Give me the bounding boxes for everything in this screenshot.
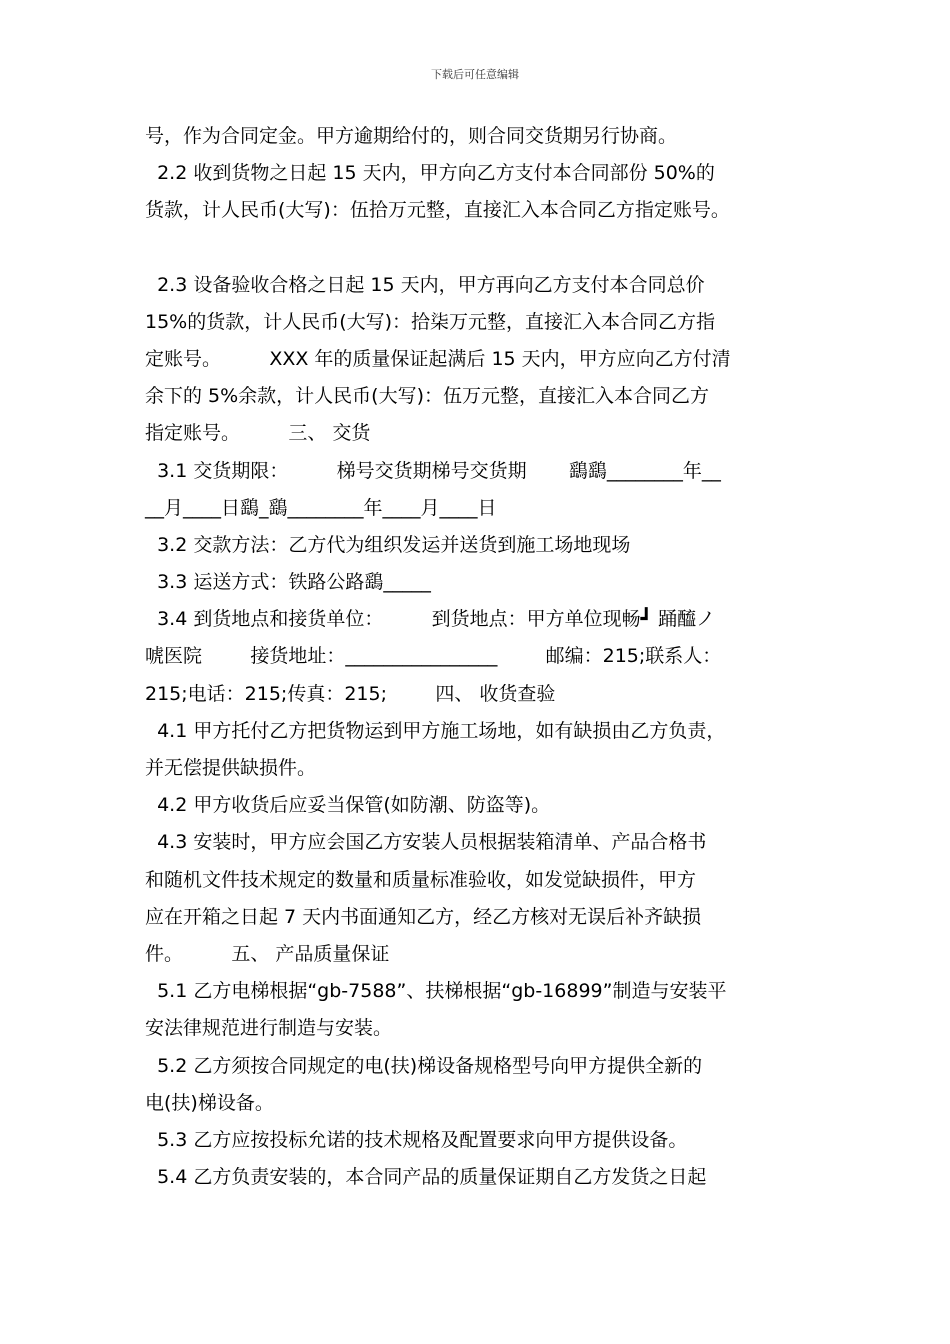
paragraph-line: 5.1 乙方电梯根据“gb-7588”、扶梯根据“gb-16899”制造与安装平 bbox=[145, 980, 727, 1003]
paragraph-line: 3.3 运送方式：铁路公路鷂_____ bbox=[145, 571, 431, 594]
paragraph-line: 5.4 乙方负责安装的，本合同产品的质量保证期自乙方发货之日起 bbox=[145, 1166, 707, 1189]
paragraph-line: 并无偿提供缺损件。 bbox=[145, 757, 317, 779]
paragraph-line: 4.3 安装时，甲方应会国乙方安装人员根据装箱清单、产品合格书 bbox=[145, 831, 707, 854]
paragraph-line: 215;电话：215;传真：215; 四、 收货查验 bbox=[145, 682, 556, 705]
paragraph-line: 3.2 交款方法：乙方代为组织发运并送货到施工场地现场 bbox=[145, 533, 631, 556]
paragraph-line: 15%的货款，计人民币(大写)：拾柒万元整，直接汇入本合同乙方指 bbox=[145, 310, 716, 333]
paragraph-line: 定账号。 XXX 年的质量保证起满后 15 天内，甲方应向乙方付清 bbox=[145, 347, 731, 370]
paragraph-line: 唬医院 接货地址：________________ 邮编：215;联系人： bbox=[145, 645, 722, 668]
paragraph-line: 和随机文件技术规定的数量和质量标准验收，如发觉缺损件，甲方 bbox=[145, 868, 697, 891]
paragraph-line: 货款，计人民币(大写)：伍拾万元整，直接汇入本合同乙方指定账号。 bbox=[145, 199, 730, 222]
paragraph-line: 4.1 甲方托付乙方把货物运到甲方施工场地，如有缺损由乙方负责， bbox=[145, 719, 726, 742]
document-body bbox=[145, 118, 815, 1196]
paragraph-line: 3.4 到货地点和接货单位： 到货地点：甲方单位现畅┛ 踊醯ノ bbox=[145, 608, 716, 631]
paragraph-line: 件。 五、 产品质量保证 bbox=[145, 942, 390, 965]
paragraph-line: 5.3 乙方应按投标允诺的技术规格及配置要求向甲方提供设备。 bbox=[145, 1128, 688, 1151]
paragraph-line: 余下的 5%余款，计人民币(大写)：伍万元整，直接汇入本合同乙方 bbox=[145, 385, 710, 408]
paragraph-line: 号，作为合同定金。甲方逾期给付的，则合同交货期另行协商。 bbox=[145, 125, 678, 147]
paragraph-line: 4.2 甲方收货后应妥当保管(如防潮、防盗等)。 bbox=[145, 794, 551, 817]
paragraph-line: __月____日鷂_鷂________年____月____日 bbox=[145, 496, 497, 519]
paragraph-line: 3.1 交货期限： 梯号交货期梯号交货期 鷂鷂________年__ bbox=[145, 459, 721, 482]
paragraph-line: 5.2 乙方须按合同规定的电(扶)梯设备规格型号向甲方提供全新的 bbox=[145, 1054, 703, 1077]
paragraph-line: 电(扶)梯设备。 bbox=[145, 1091, 274, 1114]
paragraph-line: 指定账号。 三、 交货 bbox=[145, 422, 371, 445]
paragraph-line: 安法律规范进行制造与安装。 bbox=[145, 1017, 393, 1040]
paragraph-line: 2.3 设备验收合格之日起 15 天内，甲方再向乙方支付本合同总价 bbox=[145, 273, 705, 296]
page-header: 下载后可任意编辑 bbox=[431, 68, 519, 81]
blank-line bbox=[145, 230, 815, 267]
paragraph-line: 应在开箱之日起 7 天内书面通知乙方，经乙方核对无误后补齐缺损 bbox=[145, 905, 702, 928]
paragraph-line: 2.2 收到货物之日起 15 天内，甲方向乙方支付本合同部份 50%的 bbox=[145, 162, 715, 185]
